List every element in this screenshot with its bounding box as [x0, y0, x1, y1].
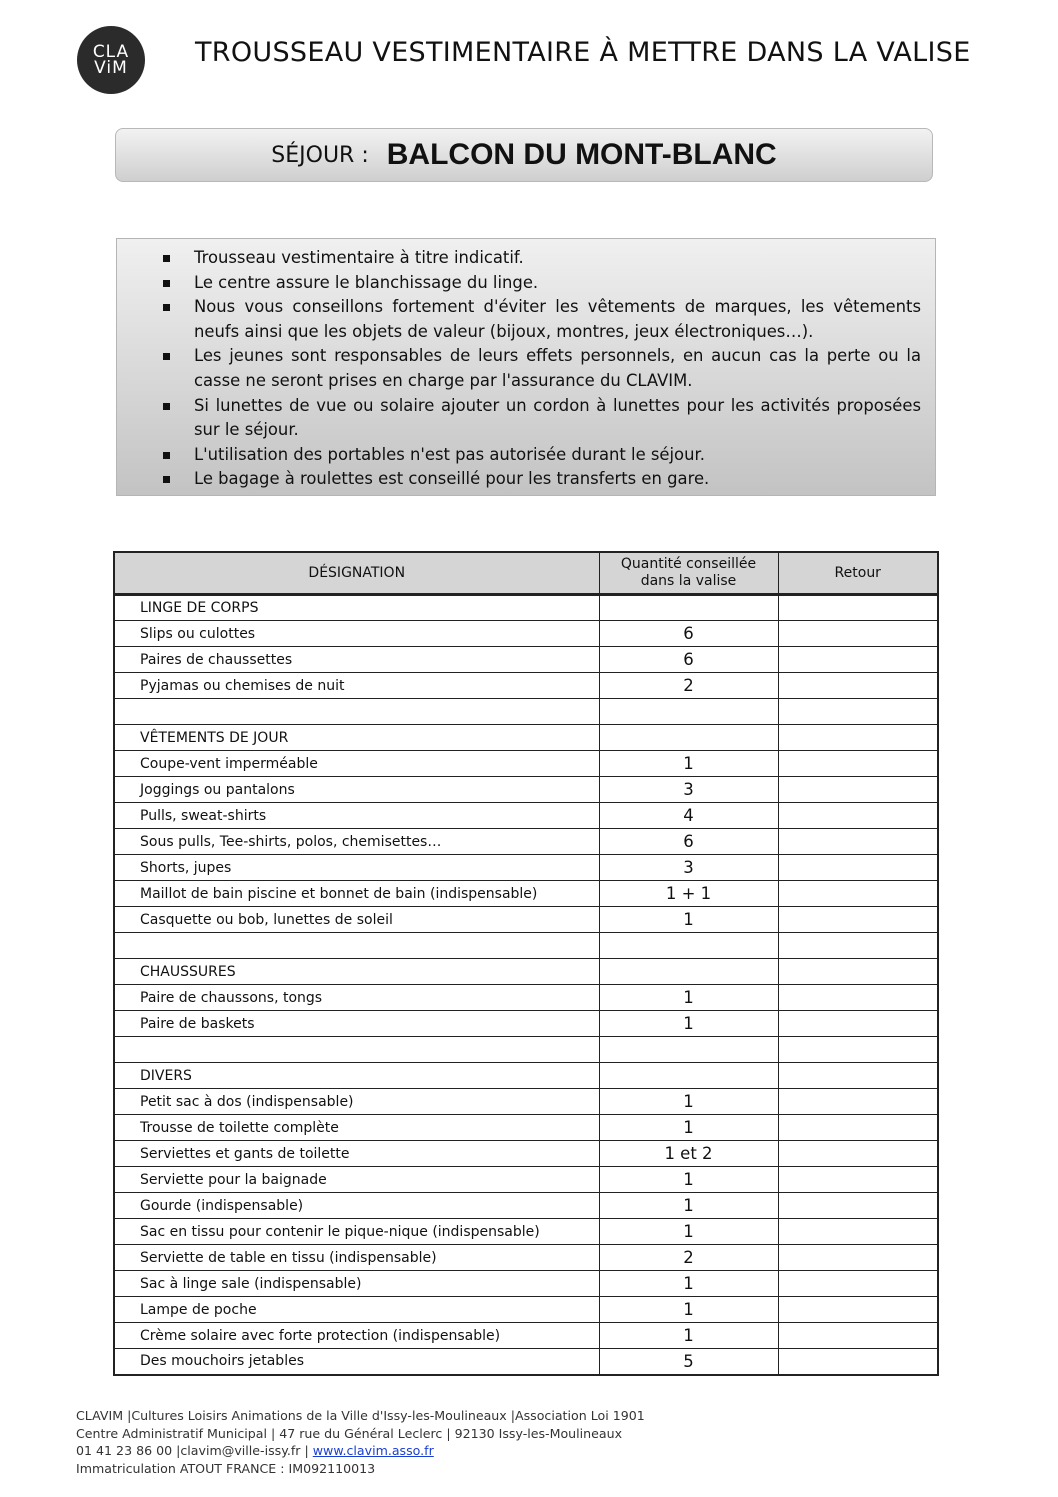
- designation-cell: Serviette de table en tissu (indispensable): [114, 1245, 599, 1271]
- designation-cell: CHAUSSURES: [114, 959, 599, 985]
- designation-cell: Des mouchoirs jetables: [114, 1349, 599, 1375]
- table-row: [114, 985, 938, 1011]
- header-quantity-line-1: Quantité conseillée: [620, 556, 757, 572]
- footer: [76, 1407, 645, 1477]
- note-text: Si lunettes de vue ou solaire ajouter un cordon à lunettes pour les activités proposées sur le séjour.: [194, 395, 921, 440]
- return-cell[interactable]: [778, 647, 938, 673]
- return-cell[interactable]: [778, 1323, 938, 1349]
- note-item: [163, 271, 921, 296]
- quantity-cell: 1: [599, 907, 778, 933]
- quantity-cell: 1: [599, 985, 778, 1011]
- designation-cell: DIVERS: [114, 1063, 599, 1089]
- quantity-cell: 5: [599, 1349, 778, 1375]
- table-row: [114, 595, 938, 621]
- note-text: Le bagage à roulettes est conseillé pour les transferts en gare.: [194, 469, 710, 489]
- quantity-cell: [599, 933, 778, 959]
- return-cell[interactable]: [778, 985, 938, 1011]
- return-cell[interactable]: [778, 1193, 938, 1219]
- footer-line-1: CLAVIM |Cultures Loisirs Animations de la Ville d'Issy-les-Moulineaux |Association Loi 1901: [76, 1408, 645, 1423]
- quantity-cell: 3: [599, 777, 778, 803]
- notes-box: [116, 238, 936, 496]
- quantity-cell: [599, 1037, 778, 1063]
- return-cell[interactable]: [778, 907, 938, 933]
- logo-line-2: ViM: [94, 58, 128, 78]
- return-cell[interactable]: [778, 595, 938, 621]
- table-row: [114, 1323, 938, 1349]
- quantity-cell: [599, 959, 778, 985]
- table-row: [114, 673, 938, 699]
- table-row: [114, 1141, 938, 1167]
- return-cell[interactable]: [778, 1011, 938, 1037]
- return-cell[interactable]: [778, 1115, 938, 1141]
- quantity-cell: [599, 725, 778, 751]
- designation-cell: Trousse de toilette complète: [114, 1115, 599, 1141]
- return-cell[interactable]: [778, 777, 938, 803]
- quantity-cell: 1 et 2: [599, 1141, 778, 1167]
- table-row: [114, 1349, 938, 1375]
- table-row: [114, 881, 938, 907]
- table-row: [114, 1037, 938, 1063]
- table-row: [114, 699, 938, 725]
- designation-cell: Shorts, jupes: [114, 855, 599, 881]
- table-row: [114, 855, 938, 881]
- table-row: [114, 1089, 938, 1115]
- quantity-cell: 1: [599, 1011, 778, 1037]
- table-row: [114, 751, 938, 777]
- table-row: [114, 1167, 938, 1193]
- quantity-cell: 1: [599, 1089, 778, 1115]
- stay-name: BALCON DU MONT-BLANC: [386, 138, 777, 171]
- square-bullet-icon: [163, 476, 170, 483]
- footer-line-3: [76, 1442, 645, 1460]
- quantity-cell: 1: [599, 1271, 778, 1297]
- note-text: Trousseau vestimentaire à titre indicatif.: [194, 248, 524, 267]
- designation-cell: Coupe-vent imperméable: [114, 751, 599, 777]
- note-item: [163, 394, 921, 443]
- quantity-cell: [599, 699, 778, 725]
- table-row: [114, 647, 938, 673]
- note-text: Nous vous conseillons fortement d'éviter les vêtements de marques, les vêtements neufs ainsi que les objets de valeur (bijoux, montres, jeux électroniques…).: [194, 297, 921, 341]
- footer-contact: 01 41 23 86 00 |clavim@ville-issy.fr |: [76, 1443, 313, 1458]
- quantity-cell: 1: [599, 1115, 778, 1141]
- clavim-logo: [77, 26, 145, 94]
- quantity-cell: 4: [599, 803, 778, 829]
- designation-cell: Serviettes et gants de toilette: [114, 1141, 599, 1167]
- document-title: TROUSSEAU VESTIMENTAIRE À METTRE DANS LA VALISE: [195, 37, 971, 68]
- designation-cell: Slips ou culottes: [114, 621, 599, 647]
- return-cell[interactable]: [778, 1089, 938, 1115]
- designation-cell: Joggings ou pantalons: [114, 777, 599, 803]
- square-bullet-icon: [163, 403, 170, 410]
- return-cell[interactable]: [778, 1297, 938, 1323]
- designation-cell: [114, 933, 599, 959]
- designation-cell: Petit sac à dos (indispensable): [114, 1089, 599, 1115]
- quantity-cell: 2: [599, 1245, 778, 1271]
- return-cell[interactable]: [778, 1219, 938, 1245]
- table-row: [114, 803, 938, 829]
- designation-cell: VÊTEMENTS DE JOUR: [114, 725, 599, 751]
- square-bullet-icon: [163, 255, 170, 262]
- note-text: Les jeunes sont responsables de leurs effets personnels, en aucun cas la perte ou la casse ne seront prises en charge par l'assurance du CLAVIM.: [194, 346, 921, 390]
- return-cell[interactable]: [778, 1271, 938, 1297]
- table-row: [114, 1219, 938, 1245]
- website-link[interactable]: www.clavim.asso.fr: [312, 1443, 434, 1458]
- header-quantity-line-2: dans la valise: [640, 573, 737, 589]
- quantity-cell: 1: [599, 1219, 778, 1245]
- table-row: [114, 1063, 938, 1089]
- designation-cell: Paires de chaussettes: [114, 647, 599, 673]
- table-row: [114, 1245, 938, 1271]
- quantity-cell: [599, 1063, 778, 1089]
- designation-cell: Paire de chaussons, tongs: [114, 985, 599, 1011]
- logo-line-1: CLA: [92, 42, 130, 62]
- note-item: [163, 467, 921, 492]
- designation-cell: Sac à linge sale (indispensable): [114, 1271, 599, 1297]
- return-cell[interactable]: [778, 881, 938, 907]
- designation-cell: Lampe de poche: [114, 1297, 599, 1323]
- table-row: [114, 1297, 938, 1323]
- designation-cell: Casquette ou bob, lunettes de soleil: [114, 907, 599, 933]
- designation-cell: LINGE DE CORPS: [114, 595, 599, 621]
- table-row: [114, 1193, 938, 1219]
- table-row: [114, 907, 938, 933]
- return-cell[interactable]: [778, 1037, 938, 1063]
- footer-line-4: Immatriculation ATOUT FRANCE : IM092110013: [76, 1460, 376, 1476]
- quantity-cell: 1: [599, 1193, 778, 1219]
- note-item: [163, 295, 921, 344]
- designation-cell: Crème solaire avec forte protection (indispensable): [114, 1323, 599, 1349]
- designation-cell: Sac en tissu pour contenir le pique-nique (indispensable): [114, 1219, 599, 1245]
- designation-cell: Sous pulls, Tee-shirts, polos, chemisettes…: [114, 829, 599, 855]
- quantity-cell: 3: [599, 855, 778, 881]
- note-text: L'utilisation des portables n'est pas autorisée durant le séjour.: [194, 444, 705, 464]
- designation-cell: Paire de baskets: [114, 1011, 599, 1037]
- return-cell[interactable]: [778, 725, 938, 751]
- return-cell[interactable]: [778, 855, 938, 881]
- quantity-cell: 6: [599, 647, 778, 673]
- designation-cell: Serviette pour la baignade: [114, 1167, 599, 1193]
- table-row: [114, 1011, 938, 1037]
- return-cell[interactable]: [778, 699, 938, 725]
- table-row: [114, 829, 938, 855]
- header-quantity: [599, 552, 778, 595]
- header-designation: DÉSIGNATION: [114, 552, 599, 595]
- table-row: [114, 959, 938, 985]
- quantity-cell: [599, 595, 778, 621]
- table-row: [114, 1115, 938, 1141]
- quantity-cell: 1: [599, 1297, 778, 1323]
- return-cell[interactable]: [778, 1167, 938, 1193]
- note-item: [163, 246, 921, 271]
- return-cell[interactable]: [778, 1245, 938, 1271]
- designation-cell: Maillot de bain piscine et bonnet de bain (indispensable): [114, 881, 599, 907]
- table-header-row: [114, 552, 938, 595]
- return-cell[interactable]: [778, 803, 938, 829]
- table-row: [114, 777, 938, 803]
- table-row: [114, 933, 938, 959]
- return-cell[interactable]: [778, 959, 938, 985]
- note-item: [163, 344, 921, 393]
- return-cell[interactable]: [778, 673, 938, 699]
- table-row: [114, 725, 938, 751]
- quantity-cell: 6: [599, 829, 778, 855]
- return-cell[interactable]: [778, 751, 938, 777]
- square-bullet-icon: [163, 304, 170, 311]
- square-bullet-icon: [163, 353, 170, 360]
- designation-cell: [114, 1037, 599, 1063]
- quantity-cell: 2: [599, 673, 778, 699]
- table-row: [114, 1271, 938, 1297]
- footer-line-2: Centre Administratif Municipal | 47 rue du Général Leclerc | 92130 Issy-les-Moulineaux: [76, 1425, 623, 1441]
- stay-banner: [115, 128, 933, 182]
- notes-list: [163, 246, 921, 492]
- designation-cell: Gourde (indispensable): [114, 1193, 599, 1219]
- return-cell[interactable]: [778, 1349, 938, 1375]
- square-bullet-icon: [163, 280, 170, 287]
- designation-cell: Pyjamas ou chemises de nuit: [114, 673, 599, 699]
- table-row: [114, 621, 938, 647]
- header-return: Retour: [778, 552, 938, 595]
- stay-label: SÉJOUR :: [271, 142, 369, 168]
- return-cell[interactable]: [778, 1063, 938, 1089]
- quantity-cell: 1 + 1: [599, 881, 778, 907]
- quantity-cell: 1: [599, 1323, 778, 1349]
- return-cell[interactable]: [778, 933, 938, 959]
- designation-cell: Pulls, sweat-shirts: [114, 803, 599, 829]
- note-text: Le centre assure le blanchissage du linge.: [194, 272, 539, 292]
- quantity-cell: 1: [599, 751, 778, 777]
- note-item: [163, 443, 921, 468]
- table-body: [114, 595, 938, 1375]
- inventory-table: [113, 551, 939, 1376]
- quantity-cell: 1: [599, 1167, 778, 1193]
- designation-cell: [114, 699, 599, 725]
- quantity-cell: 6: [599, 621, 778, 647]
- return-cell[interactable]: [778, 829, 938, 855]
- return-cell[interactable]: [778, 1141, 938, 1167]
- square-bullet-icon: [163, 452, 170, 459]
- return-cell[interactable]: [778, 621, 938, 647]
